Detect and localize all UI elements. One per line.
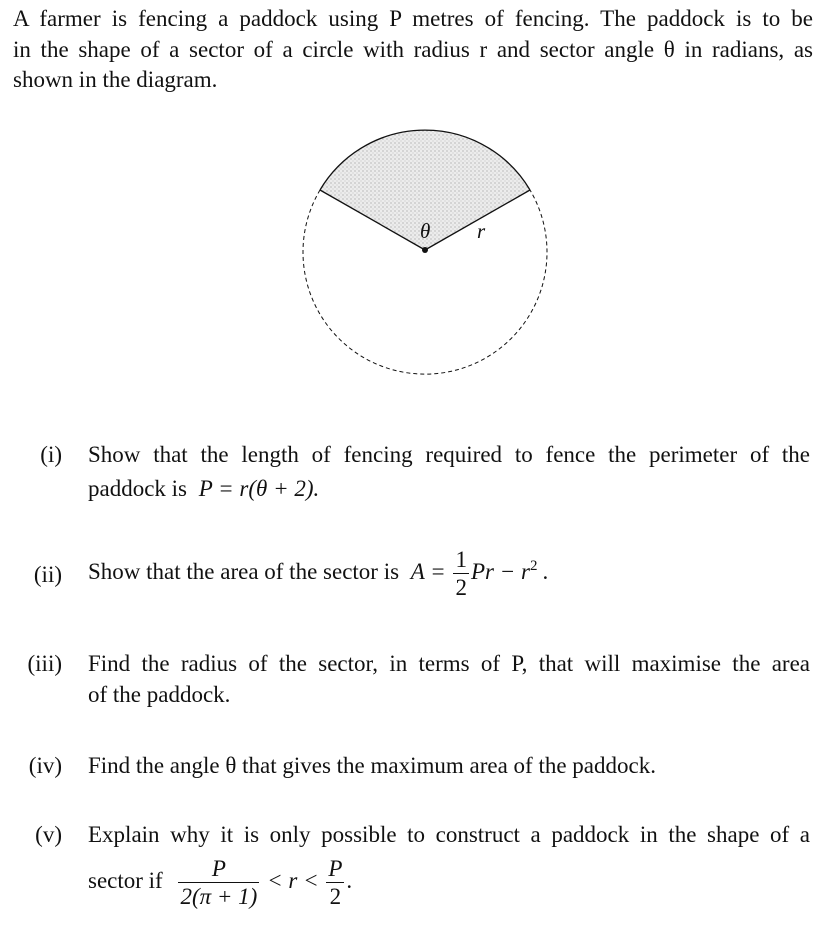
part-iii-line-1: Find the radius of the sector, in terms of P, that will maximise the area	[88, 651, 810, 676]
inequality-middle: < r <	[267, 867, 319, 893]
centre-point	[422, 247, 428, 253]
part-body	[88, 649, 810, 710]
intro-line-1: A farmer is fencing a paddock using P metres of fencing. The paddock is to be	[13, 6, 813, 31]
part-label: (ii)	[33, 562, 62, 587]
lower-bound-fraction	[178, 857, 259, 908]
area-formula-rest: Pr − r	[470, 558, 530, 584]
upper-bound-numerator: P	[328, 855, 343, 881]
intro-paragraph	[13, 4, 813, 96]
part-label: (iii)	[27, 651, 62, 676]
part-body	[88, 751, 810, 782]
part-v-line-2	[88, 857, 810, 908]
perimeter-formula: P = r(θ + 2).	[198, 475, 320, 501]
intro-line-2: in the shape of a sector of a circle with radius r and sector angle θ in radians, as	[13, 36, 813, 62]
upper-bound-denominator: 2	[326, 882, 344, 908]
part-body	[88, 548, 810, 599]
part-i-text: paddock is	[88, 475, 188, 501]
half-fraction	[453, 548, 469, 599]
part-iv-text: Find the angle θ that gives the maximum area of the paddock.	[88, 753, 656, 778]
lower-bound-denominator: 2(π + 1)	[180, 883, 258, 909]
sector-diagram	[290, 118, 560, 380]
part-body	[88, 440, 810, 504]
area-formula-lhs: A =	[410, 558, 446, 584]
fraction-numerator: 1	[455, 547, 467, 572]
r-label: r	[477, 219, 486, 243]
inequality-end: .	[346, 867, 353, 893]
part-body	[88, 820, 810, 908]
intro-line-3: shown in the diagram.	[13, 67, 218, 92]
part-i-line-1: Show that the length of fencing required to fence the perimeter of the	[88, 442, 810, 467]
part-label: (i)	[40, 442, 62, 467]
upper-bound-fraction	[326, 857, 344, 908]
part-ii-text: Show that the area of the sector is	[88, 558, 400, 584]
part-i-line-2	[88, 474, 810, 505]
theta-label: θ	[420, 219, 431, 243]
area-formula-power: 2	[529, 557, 538, 574]
part-label: (iv)	[28, 753, 62, 778]
fraction-denominator: 2	[455, 575, 467, 600]
part-iii-line-2: of the paddock.	[88, 681, 231, 707]
part-v-text: sector if	[88, 867, 163, 893]
lower-bound-numerator: P	[211, 855, 226, 881]
part-label: (v)	[35, 822, 62, 847]
part-v-line-1: Explain why it is only possible to construct a paddock in the shape of a	[88, 822, 810, 847]
area-formula-end: .	[542, 558, 549, 584]
